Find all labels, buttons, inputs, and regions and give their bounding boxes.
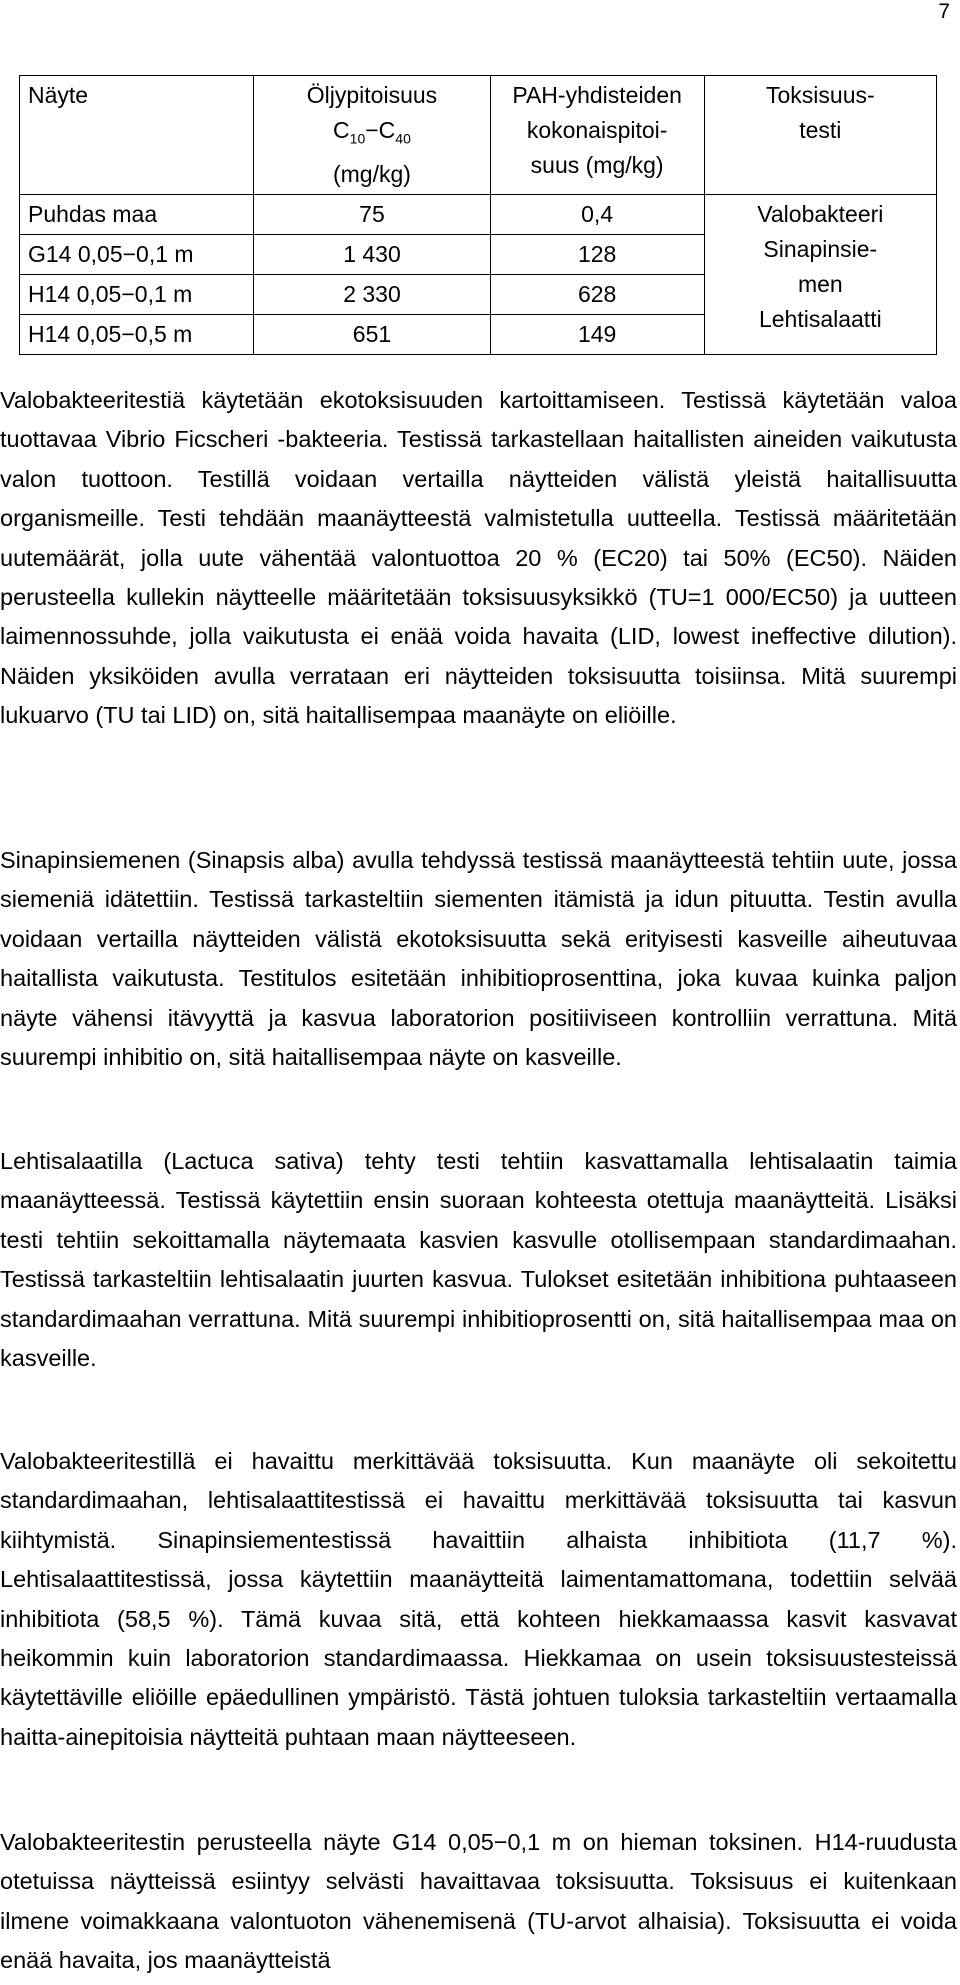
cell-pah: 0,4	[490, 194, 704, 234]
header-oil-line2	[262, 113, 481, 157]
page-number: 7	[938, 0, 950, 23]
header-pah	[490, 76, 704, 195]
paragraph-sinapinsiemen	[0, 841, 957, 1077]
cell-sample: G14 0,05−0,1 m	[20, 234, 254, 274]
header-tox-line1: Toksisuus-	[766, 82, 875, 108]
tox-test-2b: men	[797, 270, 843, 297]
tox-test-3: Lehtisalaatti	[758, 305, 882, 332]
table-row	[20, 194, 937, 234]
header-oil-sub40: 40	[395, 130, 411, 147]
table-header-row	[20, 76, 937, 195]
cell-sample: Puhdas maa	[20, 194, 254, 234]
tox-test-1: Valobakteeri	[757, 200, 884, 227]
cell-oil: 2 330	[254, 274, 490, 314]
header-oil-dash: −C	[365, 117, 396, 143]
header-pah-line1: PAH-yhdisteiden	[512, 82, 682, 108]
paragraph-text: Lehtisalaatilla (Lactuca sativa) tehty testi tehtiin kasvattamalla lehtisalaatin taimia maanäytteessä. Testissä käytettiin ensin suoraan kohteesta otettuja maanäytteitä. Lisäksi testi tehtiin sekoittamalla näytemaata kasvien kasvulle otollisempaan standardimaahan. Testissä tarkasteltiin lehtisalaatin juurten kasvua. Tulokset esitetään inhibitiona puhtaaseen standardimaahan verrattuna. Mitä suurempi inhibitioprosentti on, sitä haitallisempaa maa on kasveille.	[0, 1148, 957, 1372]
header-oil	[254, 76, 490, 195]
header-oil-c: C	[333, 117, 350, 143]
cell-tox-tests	[704, 194, 936, 354]
tox-test-2a: Sinapinsie-	[763, 235, 878, 262]
paragraph-results	[0, 1442, 957, 1757]
cell-pah: 628	[490, 274, 704, 314]
cell-oil: 651	[254, 314, 490, 354]
header-oil-line1: Öljypitoisuus	[306, 82, 438, 108]
cell-oil: 1 430	[254, 234, 490, 274]
header-tox-line2: testi	[799, 117, 842, 143]
header-tox	[704, 76, 936, 195]
paragraph-text: Sinapinsiemenen (Sinapsis alba) avulla tehdyssä testissä maanäytteestä tehtiin uute, jossa siemeniä idätettiin. Testissä tarkasteltiin siementen itämistä ja idun pituutta. Testin avulla voidaan vertailla näytteiden välistä ekotoksisuutta sekä erityisesti kasveille aiheutuvaa haitallista vaikutusta. Testitulos esitetään inhibitioprosenttina, joka kuvaa kuinka paljon näyte vähensi itävyyttä ja kasvua laboratorion positiiviseen kontrolliin verrattuna. Mitä suurempi inhibitio on, sitä haitallisempaa näyte on kasveille.	[0, 847, 957, 1071]
header-sample	[20, 76, 254, 195]
cell-pah: 149	[490, 314, 704, 354]
paragraph-lehtisalaatti	[0, 1142, 957, 1378]
paragraph-text: Valobakteeritestillä ei havaittu merkittävää toksisuutta. Kun maanäyte oli sekoitettu standardimaahan, lehtisalaattitestissä ei havaittu merkittävää toksisuutta tai kasvun kiihtymistä. Sinapinsiementestissä havaittiin alhaista inhibitiota (11,7 %). Lehtisalaattitestissä, jossa käytettiin maanäytteitä laimentamattomana, todettiin selvää inhibitiota (58,5 %). Tämä kuvaa sitä, että kohteen hiekkamaassa kasvit kasvavat heikommin kuin laboratorion standardimaassa. Hiekkamaa on usein toksisuustesteissä käytettäville eliöille epäedullinen ympäristö. Tästä johtuen tuloksia tarkasteltiin vertaamalla haitta-ainepitoisia näytteitä puhtaan maan näytteeseen.	[0, 1448, 957, 1750]
header-pah-line3: suus (mg/kg)	[530, 152, 664, 178]
header-oil-sub10: 10	[349, 130, 366, 147]
header-oil-unit: (mg/kg)	[332, 160, 411, 187]
paragraph-valobakteeri	[0, 381, 957, 736]
results-table	[19, 75, 937, 355]
paragraph-text: Valobakteeritestiä käytetään ekotoksisuuden kartoittamiseen. Testissä käytetään valoa tuottavaa Vibrio Ficscheri -bakteeria. Testissä tarkastellaan haitallisten aineiden vaikutusta valon tuottoon. Testillä voidaan vertailla näytteiden välistä yleistä haitallisuutta organismeille. Testi tehdään maanäytteestä valmistetulla uutteella. Testissä määritetään uutemäärät, jolla uute vähentää valontuottoa 20 % (EC20) tai 50% (EC50). Näiden perusteella kullekin näytteelle määritetään toksisuusyksikkö (TU=1 000/EC50) ja uutteen laimennossuhde, jolla vaikutusta ei enää voida havaita (LID, lowest ineffective dilution). Näiden yksiköiden avulla verrataan eri näytteiden toksisuutta toisiinsa. Mitä suurempi lukuarvo (TU tai LID) on, sitä haitallisempaa maanäyte on eliöille.	[0, 387, 957, 729]
cell-pah: 128	[490, 234, 704, 274]
paragraph-conclusion	[0, 1823, 957, 1981]
cell-sample: H14 0,05−0,5 m	[20, 314, 254, 354]
paragraph-text: Valobakteeritestin perusteella näyte G14 0,05−0,1 m on hieman toksinen. H14-ruudusta otetuissa näytteissä esiintyy selvästi havaittavaa toksisuutta. Toksisuus ei kuitenkaan ilmene voimakkaana valontuoton vähenemisenä (TU-arvot alhaisia). Toksisuutta ei voida enää havaita, jos maanäytteistä	[0, 1829, 957, 1974]
header-sample-text: Näyte	[28, 82, 89, 108]
cell-sample: H14 0,05−0,1 m	[20, 274, 254, 314]
cell-oil: 75	[254, 194, 490, 234]
header-pah-line2: kokonaispitoi-	[526, 117, 668, 143]
